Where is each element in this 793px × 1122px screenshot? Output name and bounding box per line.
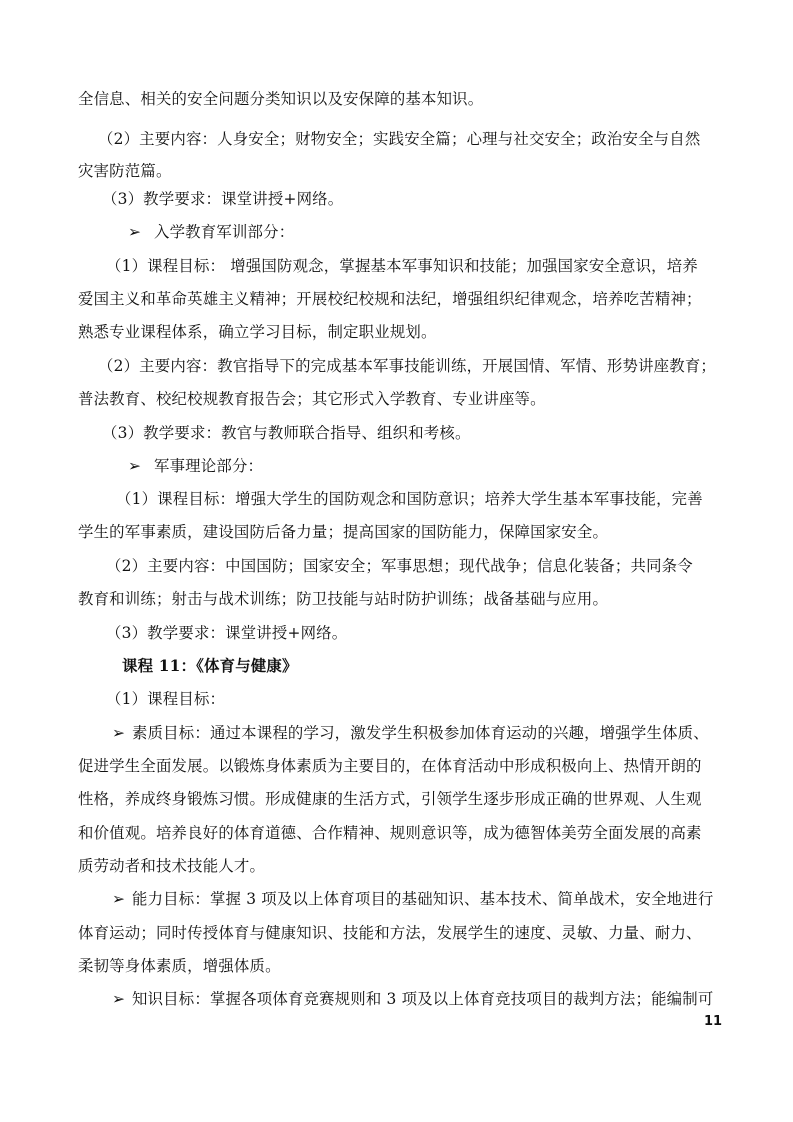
heading-text: 入学教育军训部分： — [154, 223, 295, 241]
arrow-bullet-icon: ➢ — [128, 223, 142, 241]
arrow-bullet-icon: ➢ — [112, 890, 126, 908]
arrow-bullet-icon: ➢ — [112, 990, 126, 1008]
text-line: 性格，养成终身锻炼习惯。形成健康的生活方式，引领学生逐步形成正确的世界观、人生观 — [78, 790, 702, 808]
bullet-line — [112, 889, 713, 909]
text-line: （1）课程目标：增强大学生的国防观念和国防意识；培养大学生基本军事技能，完善 — [116, 490, 703, 508]
text-line: 教育和训练；射击与战术训练；防卫技能与站时防护训练；战备基础与应用。 — [78, 590, 609, 608]
course-title: 课程 11：《体育与健康》 — [122, 657, 298, 675]
text-line: （3）教学要求：课堂讲授+网络。 — [102, 190, 344, 208]
heading-text: 军事理论部分： — [154, 457, 264, 475]
text-line: 灾害防范篇。 — [78, 162, 172, 180]
text-line: 普法教育、校纪校规教育报告会；其它形式入学教育、专业讲座等。 — [78, 390, 546, 408]
section-heading — [128, 456, 263, 476]
text-line: 学生的军事素质，建设国防后备力量；提高国家的国防能力，保障国家安全。 — [78, 523, 609, 541]
text-line: （3）教学要求：教官与教师联合指导、组织和考核。 — [102, 424, 471, 442]
text-line: 质劳动者和技术技能人才。 — [78, 857, 266, 875]
arrow-bullet-icon: ➢ — [128, 457, 142, 475]
section-heading — [128, 222, 294, 242]
page-number: 11 — [704, 1014, 723, 1029]
arrow-bullet-icon: ➢ — [112, 724, 126, 742]
bullet-line — [112, 989, 713, 1009]
text-line: 全信息、相关的安全问题分类知识以及安保障的基本知识。 — [78, 90, 484, 108]
text-line: （2）主要内容：教官指导下的完成基本军事技能训练，开展国情、军情、形势讲座教育； — [98, 357, 717, 375]
text-line: （1）课程目标： — [106, 690, 226, 708]
bullet-line — [112, 723, 709, 743]
bullet-text: 能力目标：掌握 3 项及以上体育项目的基础知识、基本技术、简单战术，安全地进行 — [132, 890, 714, 908]
text-line: 爱国主义和革命英雄主义精神；开展校纪校规和法纪，增强组织纪律观念，培养吃苦精神； — [78, 290, 702, 308]
text-line: 促进学生全面发展。以锻炼身体素质为主要目的，在体育活动中形成积极向上、热情开朗的 — [78, 757, 702, 775]
text-line: 和价值观。培养良好的体育道德、合作精神、规则意识等，成为德智体美劳全面发展的高素 — [78, 824, 702, 842]
text-line: 体育运动；同时传授体育与健康知识、技能和方法，发展学生的速度、灵敏、力量、耐力、 — [78, 924, 702, 942]
text-line: 熟悉专业课程体系，确立学习目标，制定职业规划。 — [78, 323, 437, 341]
bullet-text: 素质目标：通过本课程的学习，激发学生积极参加体育运动的兴趣，增强学生体质、 — [132, 724, 709, 742]
bullet-text: 知识目标：掌握各项体育竞赛规则和 3 项及以上体育竞技项目的裁判方法；能编制可 — [132, 990, 714, 1008]
text-line: （2）主要内容：人身安全；财物安全；实践安全篇；心理与社交安全；政治安全与自然 — [98, 130, 701, 148]
text-line: （2）主要内容：中国国防；国家安全；军事思想；现代战争；信息化装备；共同条令 — [106, 557, 693, 575]
text-line: 柔韧等身体素质，增强体质。 — [78, 957, 281, 975]
text-line: （3）教学要求：课堂讲授+网络。 — [106, 624, 348, 642]
text-line: （1）课程目标： 增强国防观念，掌握基本军事知识和技能；加强国家安全意识，培养 — [106, 257, 698, 275]
